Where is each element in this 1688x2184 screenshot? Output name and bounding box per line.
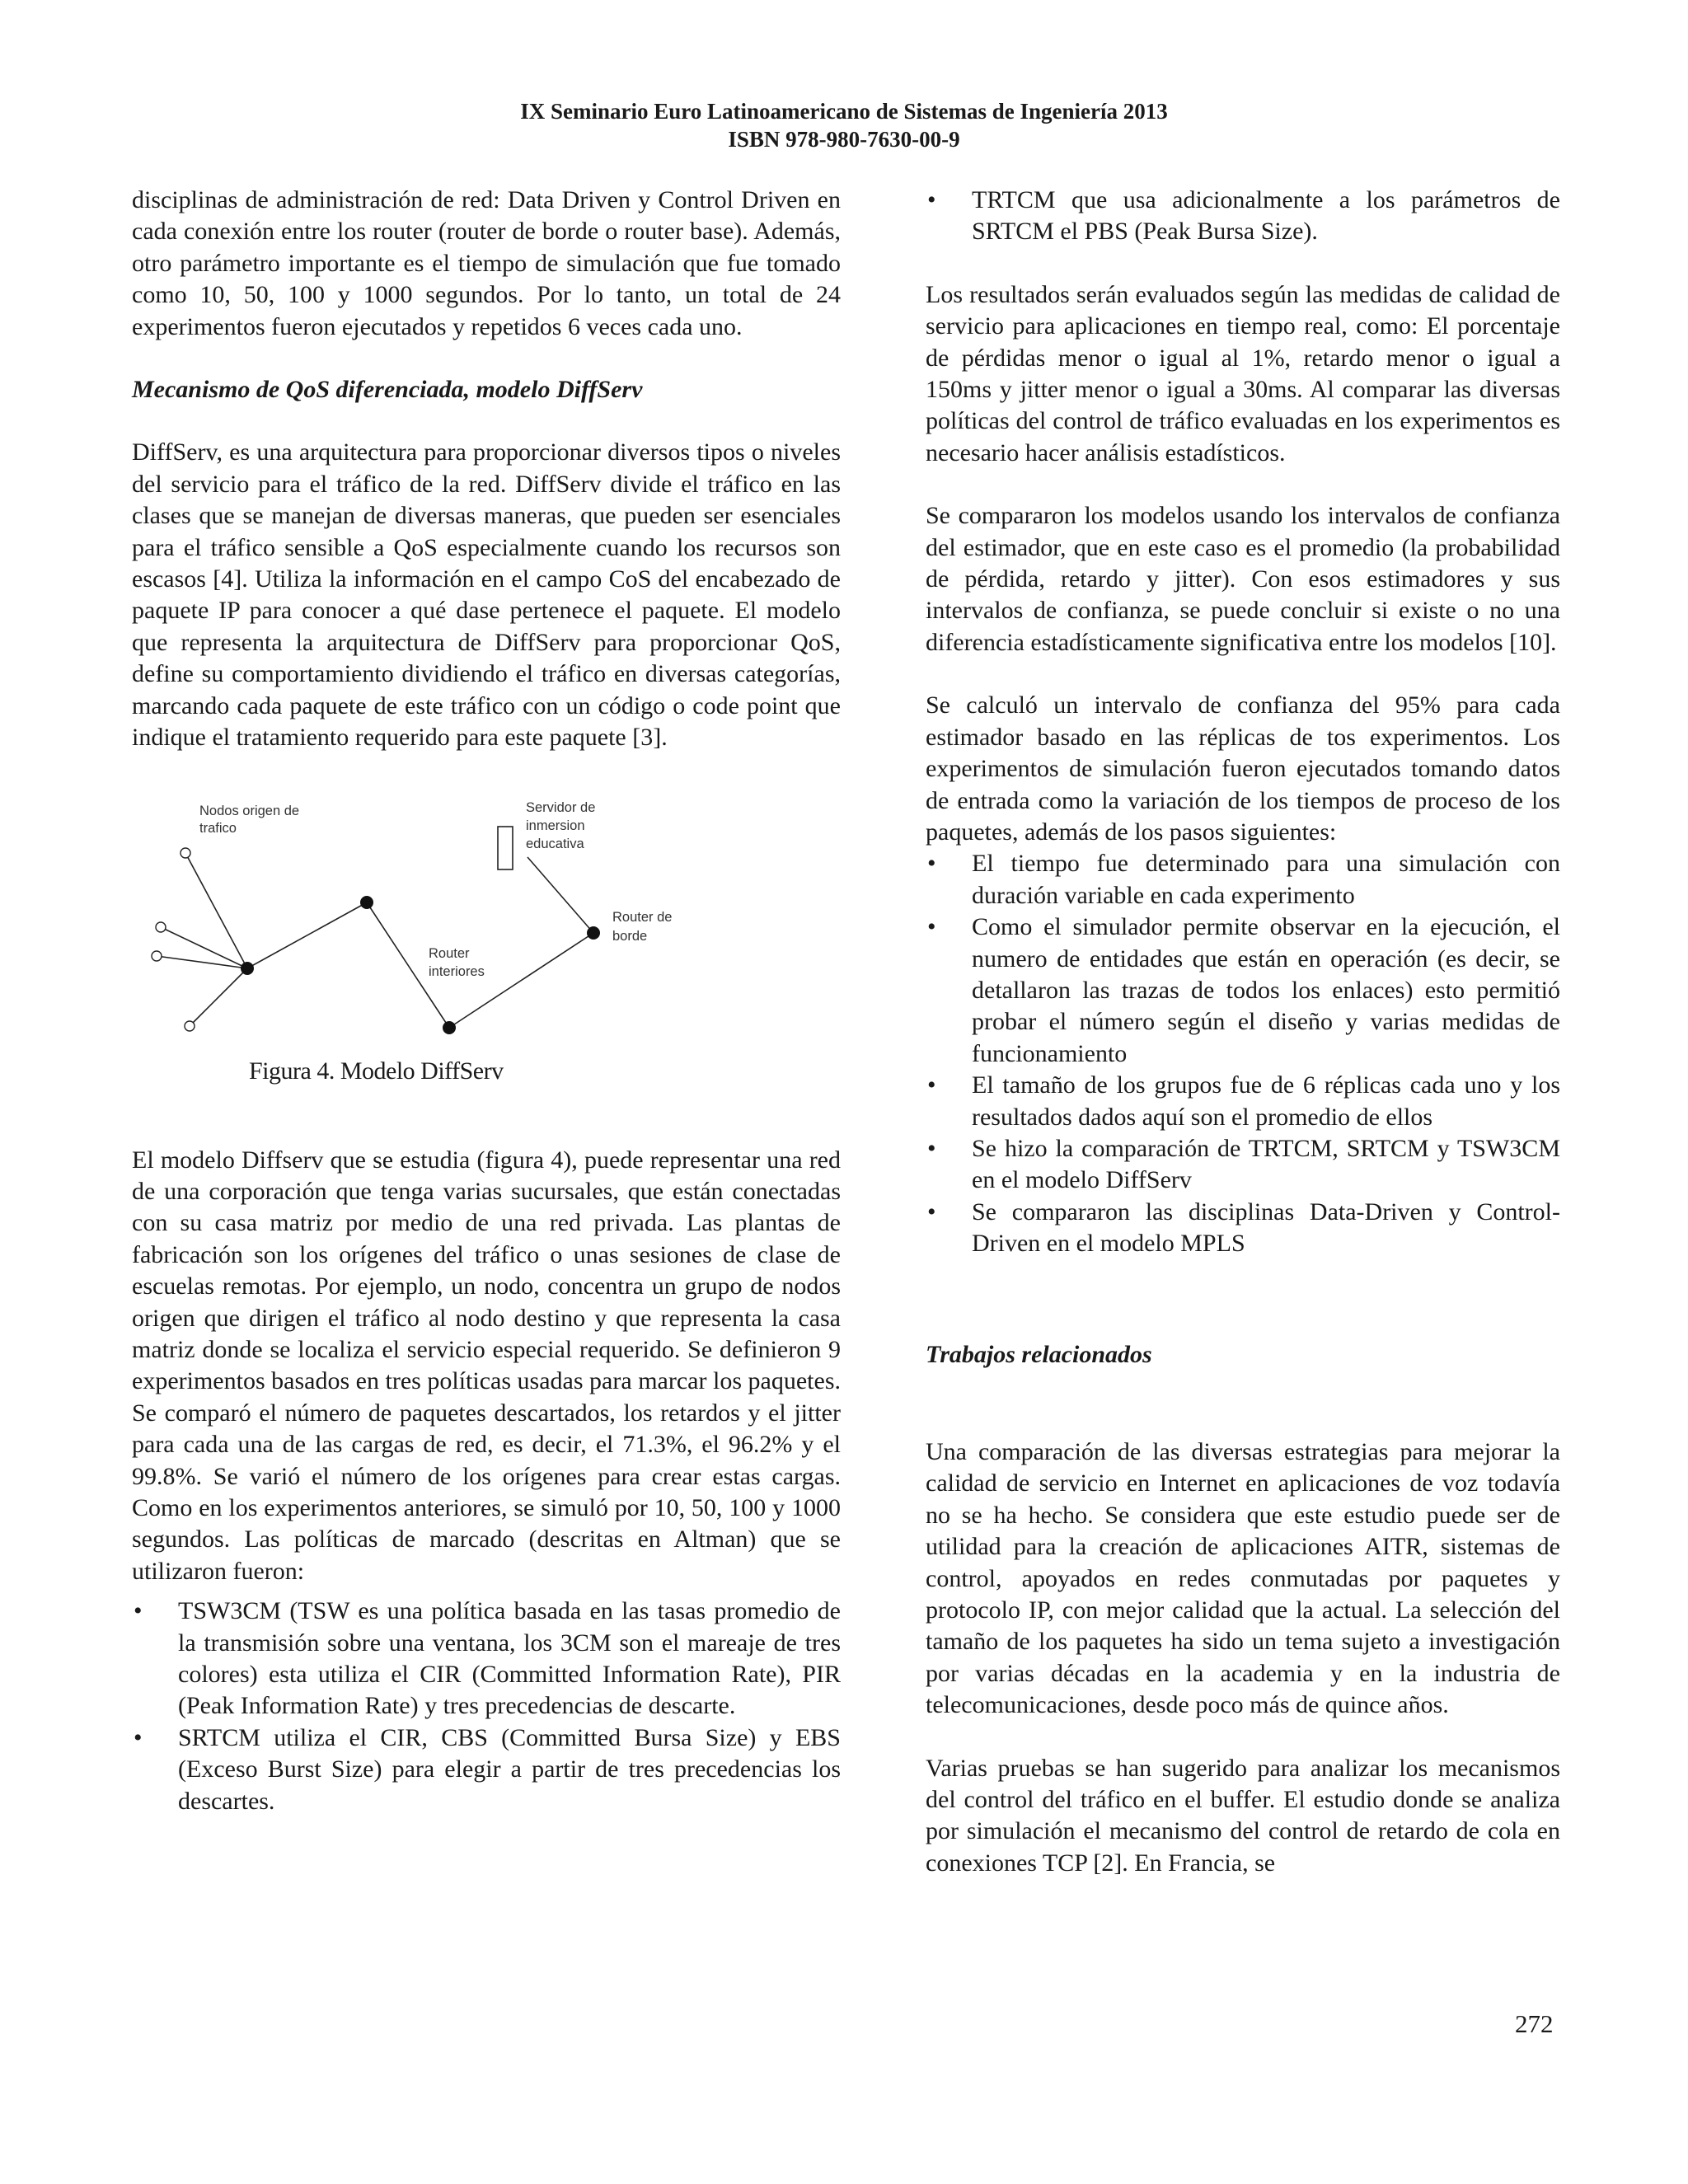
link [528,857,593,933]
label-server: inmersion [526,818,585,833]
list-item: • El tiempo fue determinado para una simulación con duración variable en cada experimento [926,848,1560,912]
list-item: • Como el simulador permite observar en la ejecución, el numero de entidades que están en operación (es decir, se detallaron las trazas de todos los enlaces) esto permitió probar el número según el diseño y varias medidas de funcionamiento [926,912,1560,1070]
label-server: educativa [526,836,584,851]
left-column [132,185,841,1817]
label-origin: Nodos origen de [199,803,300,818]
router-node-icon [360,896,373,909]
router-node-icon [443,1021,456,1034]
origin-node-icon [156,922,166,932]
list-item: • El tamaño de los grupos fue de 6 réplicas cada uno y los resultados dados aquí son el promedio de ellos [926,1070,1560,1133]
router-node-icon [241,962,254,975]
section-heading: Mecanismo de QoS diferenciada, modelo DiffServ [132,376,643,404]
network-diagram [132,787,841,1084]
origin-node-icon [181,848,190,858]
header-isbn: ISBN 978-980-7630-00-9 [728,127,960,152]
figure-caption: Figura 4. Modelo DiffServ [249,1057,504,1085]
figure-diffserv [132,787,841,1108]
router-nodes [241,896,600,1034]
label-border-router: borde [612,928,648,944]
server-icon [498,827,513,869]
page-number: 272 [1515,2009,1554,2038]
simulation-steps-list [926,848,1560,1259]
list-item: • Se compararon las disciplinas Data-Driven y Control-Driven en el modelo MPLS [926,1197,1560,1260]
marking-policies-list-cont [926,185,1560,248]
link [190,968,247,1026]
label-interior-router: interiores [429,963,485,979]
paragraph: Se compararon los modelos usando los intervalos de confianza del estimador, que en este caso es el promedio (la probabilidad de pérdida, retardo y jitter). Con esos estimadores y sus intervalos de confianza, se puede concluir si existe o no una diferencia estadísticamente significativa entre los modelos [10]. [926,502,1560,656]
label-server: Servidor de [526,799,596,815]
list-item: • TSW3CM (TSW es una política basada en las tasas promedio de la transmisión sobre una ventana, los 3CM son el mareaje de tres colores) esta utiliza el CIR (Committed Information Rate), PIR (Peak Information Rate) y tres precedencias de descarte. [132,1596,841,1722]
link [247,902,367,968]
label-border-router: Router de [612,909,673,925]
paragraph: Una comparación de las diversas estrategias para mejorar la calidad de servicio en Internet en aplicaciones de voz todavía no se ha hecho. Se considera que este estudio puede ser de utilidad para la creación de aplicaciones AITR, sistemas de control, apoyados en redes conmutadas por paquetes y protocolo IP, con mejor calidad que la actual. La selección del tamaño de los paquetes ha sido un tema sujeto a investigación por varias décadas en la academia y en la industria de telecomunicaciones, desde poco más de quince años. [926,1438,1560,1719]
list-item: • SRTCM utiliza el CIR, CBS (Committed Bursa Size) y EBS (Exceso Burst Size) para elegir a partir de tres precedencias los descartes. [132,1722,841,1817]
label-origin: trafico [199,820,237,836]
paragraph: El modelo Diffserv que se estudia (figura 4), puede representar una red de una corporación que tenga varias sucursales, que están conectadas con su casa matriz por medio de una red privada. Las plantas de fabricación son los orígenes del tráfico o unas sesiones de clase de escuelas remotas. Por ejemplo, un nodo, concentra un grupo de nodos origen que dirigen el tráfico al nodo destino y que representa la casa matriz donde se localiza el servicio especial requerido. Se definieron 9 experimentos basados en tres políticas usadas para marcar los paquetes. Se comparó el número de paquetes descartados, los retardos y el jitter para cada una de las cargas de red, es decir, el 71.3%, el 96.2% y el 99.8%. Se varió el número de los orígenes para crear estas cargas. Como en los experimentos anteriores, se simuló por 10, 50, 100 y 1000 segundos. Las políticas de marcado (descritas en Altman) que se utilizaron fueron: [132,1146,841,1585]
paragraph: Los resultados serán evaluados según las medidas de calidad de servicio para aplicaciones en tiempo real, como: El porcentaje de pérdidas menor o igual al 1%, retardo menor o igual a 150ms y jitter menor o igual a 30ms. Al comparar las diversas políticas del control de tráfico evaluadas en los experimentos es necesario hacer análisis estadísticos. [926,280,1560,466]
router-node-icon [587,926,600,940]
page-header [0,97,1688,153]
header-title: IX Seminario Euro Latinoamericano de Sistemas de Ingeniería 2013 [520,99,1168,124]
label-interior-router: Router [429,945,470,961]
paragraph: Se calculó un intervalo de confianza del 95% para cada estimador basado en las réplicas de tos experimentos. Los experimentos de simulación fueron ejecutados tomando datos de entrada como la variación de los tiempos de proceso de los paquetes, además de los pasos siguientes: [926,691,1560,846]
link [185,853,247,968]
paragraph: Varias pruebas se han sugerido para analizar los mecanismos del control del tráfico en el buffer. El estudio donde se analiza por simulación el mecanismo del control de retardo de cola en conexiones TCP [2]. En Francia, se [926,1754,1560,1877]
list-item: • Se hizo la comparación de TRTCM, SRTCM y TSW3CM en el modelo DiffServ [926,1133,1560,1197]
origin-node-icon [185,1021,195,1031]
list-item: • TRTCM que usa adicionalmente a los parámetros de SRTCM el PBS (Peak Bursa Size). [926,185,1560,248]
paragraph: disciplinas de administración de red: Data Driven y Control Driven en cada conexión entre los router (router de borde o router base). Además, otro parámetro importante es el tiempo de simulación que fue tomado como 10, 50, 100 y 1000 segundos. Por lo tanto, un total de 24 experimentos fueron ejecutados y repetidos 6 veces cada uno. [132,186,841,340]
paragraph: DiffServ, es una arquitectura para proporcionar diversos tipos o niveles del servicio para el tráfico de la red. DiffServ divide el tráfico en las clases que se manejan de diversas maneras, que pueden ser esenciales para el tráfico sensible a QoS especialmente cuando los recursos son escasos [4]. Utiliza la información en el campo CoS del encabezado de paquete IP para conocer a qué dase pertenece el paquete. El modelo que representa la arquitectura de DiffServ para proporcionar QoS, define su comportamiento dividiendo el tráfico en diversas categorías, marcando cada paquete de este tráfico con un código o code point que indique el tratamiento requerido para este paquete [3]. [132,438,841,752]
origin-node-icon [152,951,162,961]
links [157,853,593,1028]
link [449,933,593,1028]
marking-policies-list [132,1596,841,1817]
right-column [926,185,1560,1879]
section-heading: Trabajos relacionados [926,1340,1152,1368]
